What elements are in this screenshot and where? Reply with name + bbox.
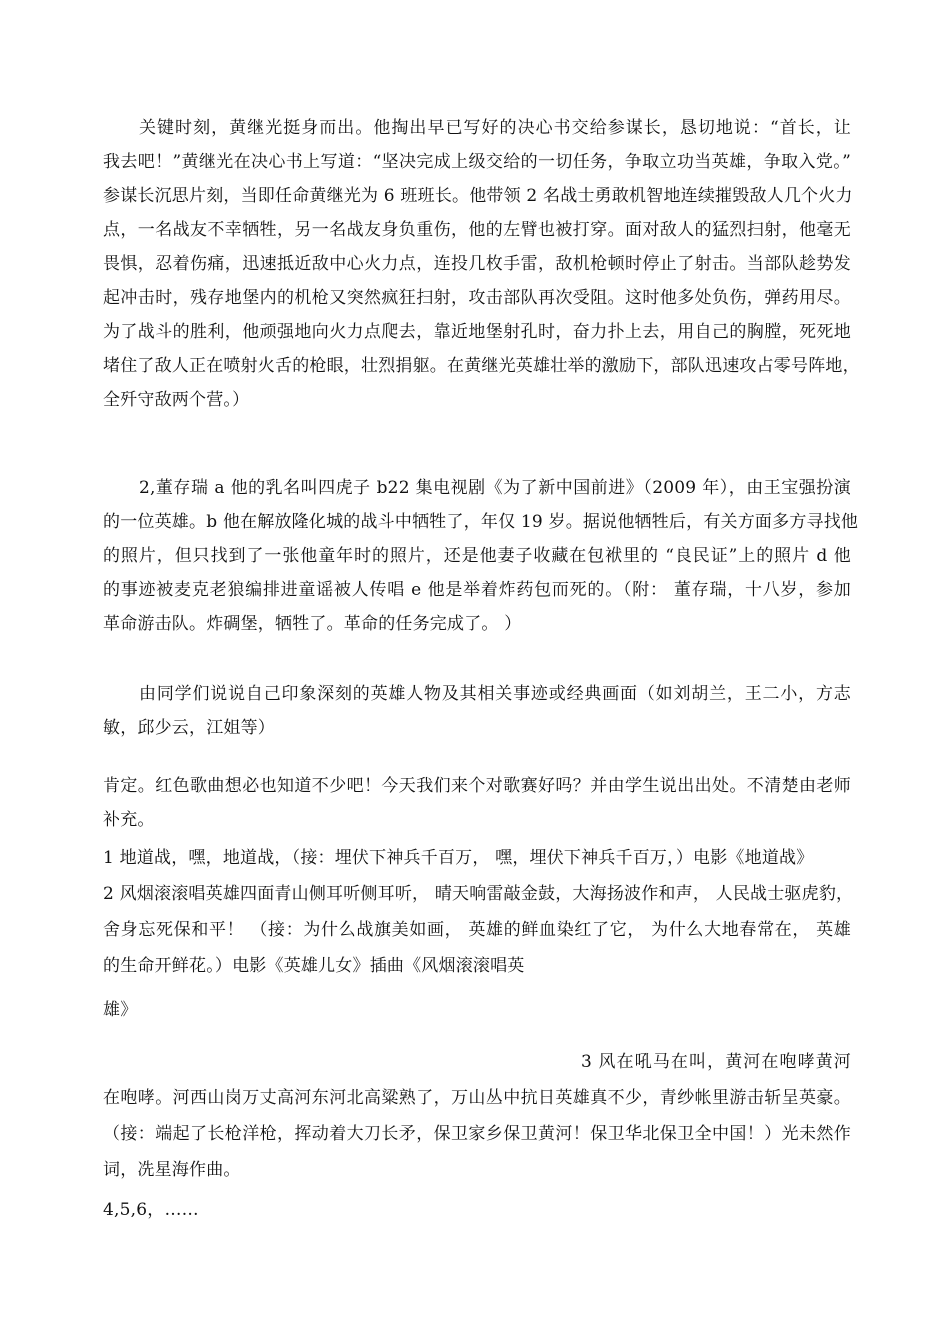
song-line: 1 地道战，嘿，地道战，（接：埋伏下神兵千百万， 嘿，埋伏下神兵千百万，）电影《地道战》 bbox=[103, 848, 814, 868]
song-line: 的生命开鲜花。）电影《英雄儿女》插曲《风烟滚滚唱英 bbox=[103, 956, 525, 976]
paragraph-line: 的一位英雄。b 他在解放隆化城的战斗中牺牲了，年仅 19 岁。据说他牺牲后，有关方面多方寻找他 bbox=[103, 512, 859, 532]
song-line: 词，冼星海作曲。 bbox=[103, 1160, 241, 1180]
list-continuation: 4,5,6，…… bbox=[103, 1200, 199, 1220]
paragraph-line: 畏惧，忍着伤痛，迅速抵近敌中心火力点，连投几枚手雷，敌机枪顿时停止了射击。当部队趁势发 bbox=[103, 254, 851, 274]
paragraph-line: 革命游击队。炸碉堡，牺牲了。革命的任务完成了。 ） bbox=[103, 614, 522, 634]
song-line: （接：端起了长枪洋枪，挥动着大刀长矛，保卫家乡保卫黄河！保卫华北保卫全中国！）光未然作 bbox=[103, 1124, 851, 1144]
paragraph-line: 补充。 bbox=[103, 810, 155, 830]
paragraph-line: 的照片，但只找到了一张他童年时的照片，还是他妻子收藏在包袱里的 “良民证”上的照片 d 他 bbox=[103, 546, 851, 566]
song-line: 2 风烟滚滚唱英雄四面青山侧耳听侧耳听， 晴天响雷敲金鼓，大海扬波作和声， 人民战士驱虎豹， bbox=[103, 884, 854, 904]
paragraph-line: 点，一名战友不幸牺牲，另一名战友身负重伤，他的左臂也被打穿。面对敌人的猛烈扫射，他毫无 bbox=[103, 220, 851, 240]
paragraph-line: 为了战斗的胜利，他顽强地向火力点爬去，靠近地堡射孔时，奋力扑上去，用自己的胸膛，死死地 bbox=[103, 322, 851, 342]
paragraph-line: 我去吧！”黄继光在决心书上写道：“坚决完成上级交给的一切任务，争取立功当英雄，争取入党。” bbox=[103, 152, 851, 172]
song-line: 雄》 bbox=[103, 1000, 138, 1020]
paragraph-line: 参谋长沉思片刻，当即任命黄继光为 6 班班长。他带领 2 名战士勇敢机智地连续摧毁敌人几个火力 bbox=[103, 186, 853, 206]
paragraph-line: 敏，邱少云，江姐等） bbox=[103, 718, 275, 738]
song-line: 在咆哮。河西山岗万丈高河东河北高粱熟了，万山丛中抗日英雄真不少，青纱帐里游击斩呈英豪。 bbox=[103, 1088, 851, 1108]
paragraph-line: 2,董存瑞 a 他的乳名叫四虎子 b22 集电视剧《为了新中国前进》（2009 年），由王宝强扮演 bbox=[139, 478, 851, 498]
paragraph-line: 关键时刻，黄继光挺身而出。他掏出早已写好的决心书交给参谋长，恳切地说：“首长，让 bbox=[139, 118, 851, 138]
paragraph-line: 的事迹被麦克老狼编排进童谣被人传唱 e 他是举着炸药包而死的。（附： 董存瑞，十八岁，参加 bbox=[103, 580, 851, 600]
paragraph-line: 全歼守敌两个营。） bbox=[103, 390, 250, 410]
paragraph-line: 堵住了敌人正在喷射火舌的枪眼，壮烈捐躯。在黄继光英雄壮举的激励下，部队迅速攻占零号阵地， bbox=[103, 356, 860, 376]
song-line: 3 风在吼马在叫，黄河在咆哮黄河 bbox=[581, 1052, 851, 1072]
paragraph-line: 肯定。红色歌曲想必也知道不少吧！今天我们来个对歌赛好吗？并由学生说出出处。不清楚由老师 bbox=[103, 776, 851, 796]
paragraph-line: 起冲击时，残存地堡内的机枪又突然疯狂扫射，攻击部队再次受阻。这时他多处负伤，弹药用尽。 bbox=[103, 288, 851, 308]
paragraph-line: 由同学们说说自己印象深刻的英雄人物及其相关事迹或经典画面（如刘胡兰，王二小，方志 bbox=[139, 684, 851, 704]
song-line: 舍身忘死保和平！ （接：为什么战旗美如画， 英雄的鲜血染红了它， 为什么大地春常在， 英雄 bbox=[103, 920, 851, 940]
